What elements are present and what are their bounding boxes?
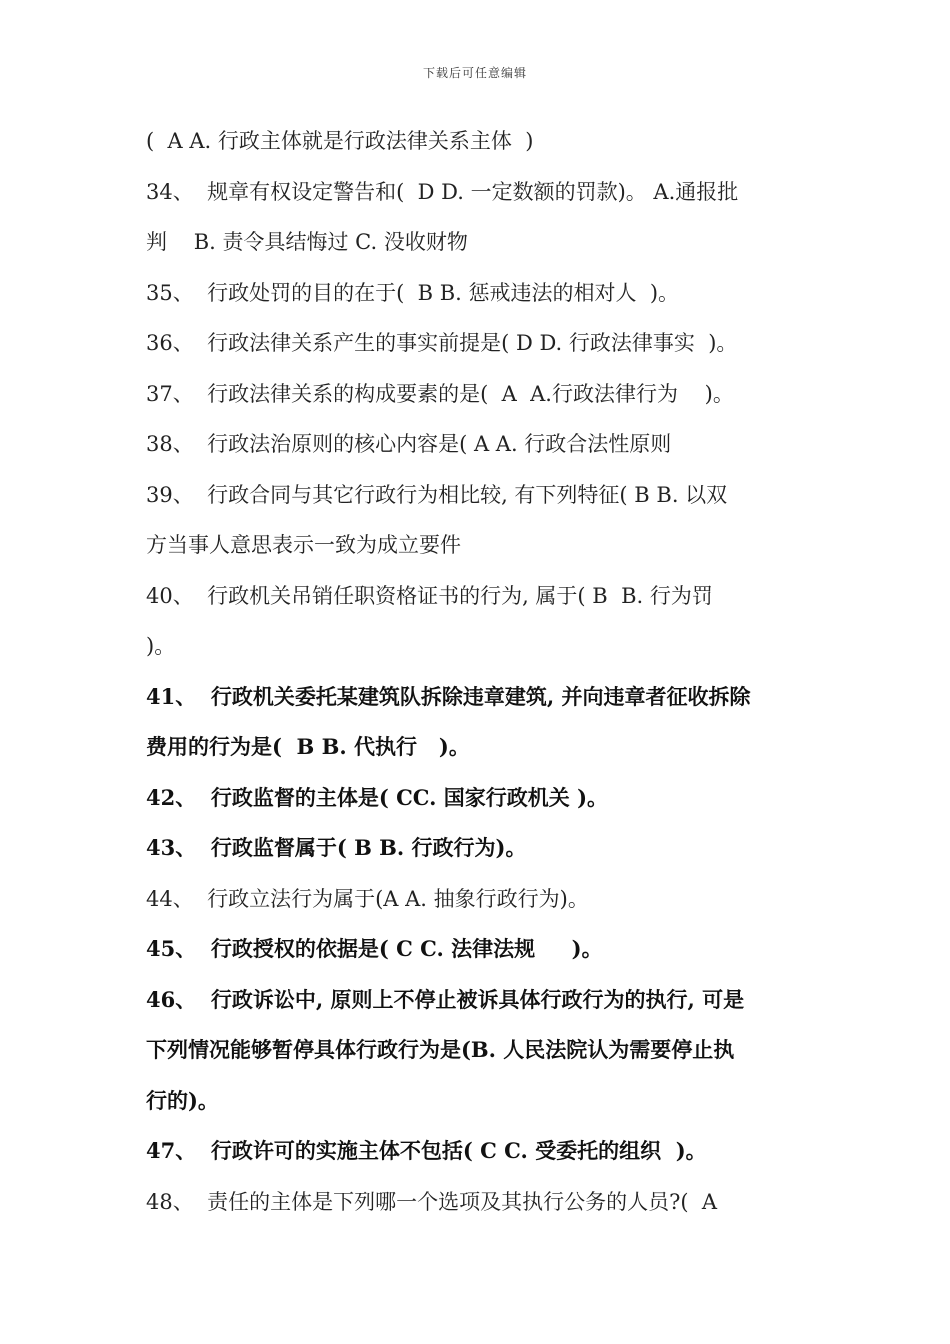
question-39-line-2: 方当事人意思表示一致为成立要件 — [146, 533, 461, 557]
question-47: 47、 行政许可的实施主体不包括( C C. 受委托的组织 )。 — [146, 1138, 707, 1163]
question-46-line-1: 46、 行政诉讼中, 原则上不停止被诉具体行政行为的执行, 可是 — [146, 986, 745, 1012]
question-40-line-1: 40、 行政机关吊销任职资格证书的行为, 属于( B B. 行为罚 — [146, 583, 713, 608]
question-37: 37、 行政法律关系的构成要素的是( A A.行政法律行为 )。 — [146, 381, 734, 406]
question-44: 44、 行政立法行为属于(A A. 抽象行政行为)。 — [146, 886, 589, 911]
question-42: 42、 行政监督的主体是( CC. 国家行政机关 )。 — [146, 784, 609, 810]
question-40-line-2: )。 — [146, 634, 176, 658]
question-38: 38、 行政法治原则的核心内容是( A A. 行政合法性原则 — [146, 432, 672, 456]
question-39-line-1: 39、 行政合同与其它行政行为相比较, 有下列特征( B B. 以双 — [146, 482, 728, 507]
question-35: 35、 行政处罚的目的在于( B B. 惩戒违法的相对人 )。 — [146, 280, 680, 305]
page-header: 下载后可任意编辑 — [422, 66, 527, 80]
question-36: 36、 行政法律关系产生的事实前提是( D D. 行政法律事实 )。 — [146, 331, 738, 355]
question-46-line-3: 行的)。 — [146, 1087, 219, 1113]
question-46-line-2: 下列情况能够暂停具体行政行为是(B. 人民法院认为需要停止执 — [146, 1037, 735, 1062]
question-34-line-2: 判 B. 责令具结悔过 C. 没收财物 — [146, 230, 468, 254]
question-41-line-1: 41、 行政机关委托某建筑队拆除违章建筑, 并向违章者征收拆除 — [146, 683, 751, 709]
question-43: 43、 行政监督属于( B B. 行政行为)。 — [146, 835, 527, 860]
document-body — [146, 116, 826, 1227]
question-45: 45、 行政授权的依据是( C C. 法律法规 )。 — [146, 936, 603, 961]
text-line: ( A A. 行政主体就是行政法律关系主体 ) — [146, 129, 534, 153]
question-34-line-1: 34、 规章有权设定警告和( D D. 一定数额的罚款)。 A.通报批 — [146, 179, 739, 204]
question-48: 48、 责任的主体是下列哪一个选项及其执行公务的人员?( A — [146, 1189, 718, 1214]
question-41-line-2: 费用的行为是( B B. 代执行 )。 — [146, 734, 470, 759]
